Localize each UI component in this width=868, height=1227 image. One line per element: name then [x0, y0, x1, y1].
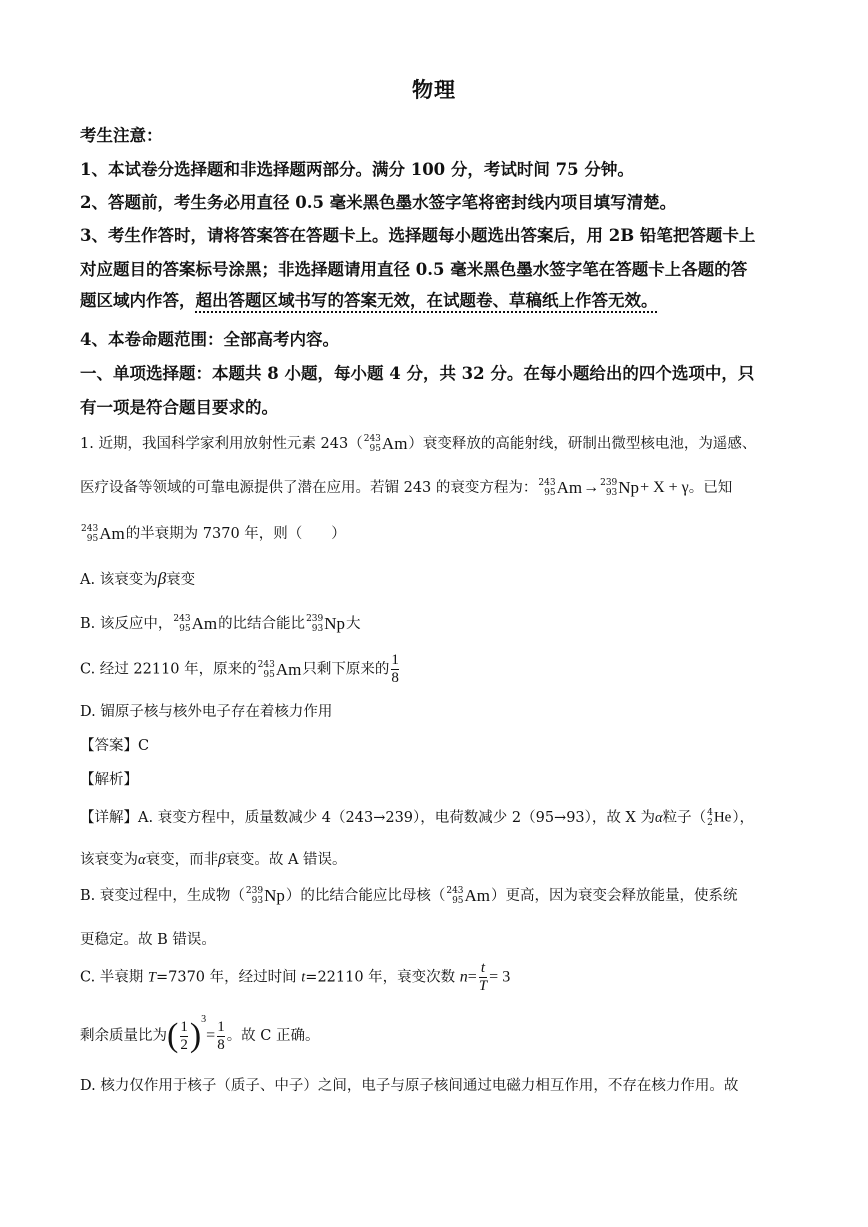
nuclide-np: [600, 478, 639, 498]
detail-text: =22110 年，衰变次数: [305, 969, 460, 986]
q1-text: 。已知: [688, 480, 733, 496]
nuclide-np: [246, 886, 285, 906]
option-text: C. 经过 22110 年，原来的: [80, 661, 257, 678]
notice-item-4: 4、本卷命题范围：全部高考内容。: [80, 330, 339, 349]
nuclide-he: [707, 808, 731, 828]
equals-sign: =: [467, 968, 477, 986]
detail-b-line1: [80, 884, 738, 906]
detail-text: ），: [732, 810, 755, 826]
detail-text: ）更高，因为衰变会释放能量，使系统: [491, 888, 738, 904]
element-symbol: Am: [99, 524, 125, 543]
fraction-one-eighth: [391, 652, 399, 687]
mass-number: 243: [173, 614, 191, 624]
option-text: 大: [346, 616, 361, 632]
nuclide-np: [306, 614, 345, 634]
section1-heading-line1: 一、单项选择题：本题共 8 小题，每小题 4 分，共 32 分。在每小题给出的四个选项中，只: [80, 364, 755, 383]
beta-symbol: β: [218, 852, 226, 868]
q1-option-a: [80, 568, 195, 589]
var-T: T: [147, 969, 156, 986]
atomic-number: 93: [251, 896, 264, 906]
denominator: 8: [217, 1036, 225, 1053]
element-symbol: Am: [556, 478, 583, 497]
q1-stem-line2: [80, 476, 732, 498]
mass-number: 243: [363, 434, 381, 444]
option-text: 只剩下原来的: [302, 661, 390, 678]
alpha-symbol: α: [138, 852, 146, 868]
q1-option-b: [80, 612, 361, 634]
exponent: 3: [201, 1014, 207, 1025]
equation-tail: + X + γ: [640, 479, 689, 496]
result: = 3: [489, 968, 511, 986]
element-symbol: Am: [275, 659, 302, 679]
numerator: 1: [391, 652, 399, 668]
var-t: t: [301, 969, 306, 986]
detail-text: 衰变，而非: [145, 852, 219, 868]
detail-line2: [80, 848, 347, 869]
nuclide-am: [173, 614, 217, 634]
detail-text: ）的比结合能应比母核（: [285, 888, 446, 904]
mass-number: 239: [600, 478, 618, 488]
detail-text: B. 衰变过程中，生成物（: [80, 888, 245, 904]
element-symbol: Np: [618, 478, 640, 497]
alpha-symbol: α: [654, 810, 663, 826]
numerator: 1: [217, 1018, 225, 1035]
detail-line1: [80, 806, 754, 828]
mass-number: 4: [707, 808, 713, 818]
atomic-number: 95: [263, 669, 275, 680]
mass-number: 239: [245, 886, 264, 896]
page-title: 物理: [412, 77, 456, 102]
fraction-one-half: [180, 1019, 188, 1054]
notice-item-3-line3: [80, 287, 658, 311]
reaction-arrow: →: [583, 479, 600, 496]
beta-symbol: β: [157, 569, 167, 588]
equals-sign: =: [206, 1027, 216, 1044]
option-text: A. 该衰变为: [80, 572, 158, 588]
right-paren: ): [189, 1017, 202, 1054]
detail-text: C. 半衰期: [80, 969, 148, 986]
q1-text: 的半衰期为 7370 年，则（ ）: [125, 526, 346, 542]
denominator: 8: [391, 670, 399, 686]
denominator: T: [478, 978, 488, 994]
element-symbol: Np: [324, 614, 346, 633]
element-symbol: He: [713, 809, 732, 826]
q1-text: ）衰变释放的高能射线，研制出微型核电池，为遥感、: [408, 436, 757, 452]
atomic-number: 93: [605, 488, 618, 498]
detail-c-line1: [80, 960, 510, 995]
notice-item-3-emphasis: 超出答题区域书写的答案无效，在试题卷、草稿纸上作答无效。: [195, 291, 658, 310]
numerator: 1: [180, 1018, 188, 1035]
atomic-number: 95: [544, 488, 556, 498]
detail-text: 【详解】A. 衰变方程中，质量数减少 4（243→239），电荷数减少 2（95→93），故 X 为: [80, 810, 655, 826]
detail-text: 衰变。故 A 错误。: [225, 852, 347, 868]
atomic-number: 95: [452, 896, 464, 906]
detail-text: 该衰变为: [80, 852, 138, 868]
detail-b-line2: 更稳定。故 B 错误。: [80, 932, 216, 948]
section1-heading-line2: 有一项是符合题目要求的。: [80, 398, 278, 417]
element-symbol: Am: [464, 886, 491, 905]
detail-d-line1: D. 核力仅作用于核子（质子、中子）之间，电子与原子核间通过电磁力相互作用，不存在核力作用。故: [80, 1078, 739, 1094]
option-text: 衰变: [166, 572, 196, 588]
denominator: 2: [180, 1036, 188, 1053]
q1-option-d: D. 镅原子核与核外电子存在着核力作用: [80, 704, 333, 720]
notice-heading: 考生注意：: [80, 126, 163, 145]
atomic-number: 2: [707, 818, 713, 828]
detail-text: =7370 年，经过时间: [155, 969, 302, 986]
q1-text: 医疗设备等领域的可靠电源提供了潜在应用。若镅 243 的衰变方程为：: [80, 480, 538, 496]
fraction-one-eighth: [217, 1019, 225, 1054]
numerator: t: [480, 960, 486, 976]
q1-option-c: [80, 652, 401, 687]
notice-item-3-line2: 对应题目的答案标号涂黑；非选择题请用直径 0.5 毫米黑色墨水签字笔在答题卡上各题的答: [80, 260, 748, 279]
element-symbol: Am: [381, 434, 408, 453]
analysis-label: 【解析】: [80, 772, 138, 788]
q1-text: 1. 近期，我国科学家利用放射性元素 243（: [80, 436, 363, 452]
atomic-number: 95: [86, 534, 99, 544]
notice-item-3-text: 题区域内作答，: [80, 291, 196, 310]
element-symbol: Am: [191, 614, 218, 633]
detail-text: 粒子（: [662, 810, 707, 826]
left-paren: (: [167, 1017, 179, 1054]
detail-c-line2: [80, 1014, 320, 1055]
fraction-t-over-T: [479, 960, 487, 995]
element-symbol: Np: [264, 886, 285, 905]
detail-text: 。故 C 正确。: [226, 1028, 320, 1044]
nuclide-am: [81, 524, 125, 544]
nuclide-am: [538, 478, 582, 498]
mass-number: 243: [446, 886, 464, 896]
notice-item-2: 2、答题前，考生务必用直径 0.5 毫米黑色墨水签字笔将密封线内项目填写清楚。: [80, 193, 677, 212]
atomic-number: 95: [179, 624, 191, 634]
notice-item-3-line1: 3、考生作答时，请将答案答在答题卡上。选择题每小题选出答案后，用 2B 铅笔把答题卡上: [80, 226, 756, 245]
atomic-number: 95: [369, 444, 381, 454]
option-text: B. 该反应中，: [80, 616, 173, 632]
mass-number: 243: [538, 478, 556, 488]
mass-number: 243: [81, 524, 99, 534]
q1-stem-line3: [80, 522, 346, 544]
nuclide-am: [258, 660, 302, 680]
mass-number: 239: [306, 614, 324, 624]
var-n: n: [459, 968, 468, 986]
mass-number: 243: [257, 659, 275, 670]
notice-item-1: 1、本试卷分选择题和非选择题两部分。满分 100 分，考试时间 75 分钟。: [80, 160, 634, 179]
option-text: 的比结合能比: [218, 616, 306, 632]
answer-label: 【答案】C: [80, 738, 150, 754]
q1-stem-line1: [80, 432, 756, 454]
nuclide-am: [364, 434, 408, 454]
nuclide-am: [446, 886, 490, 906]
detail-text: 剩余质量比为: [80, 1028, 167, 1044]
atomic-number: 93: [311, 624, 324, 634]
